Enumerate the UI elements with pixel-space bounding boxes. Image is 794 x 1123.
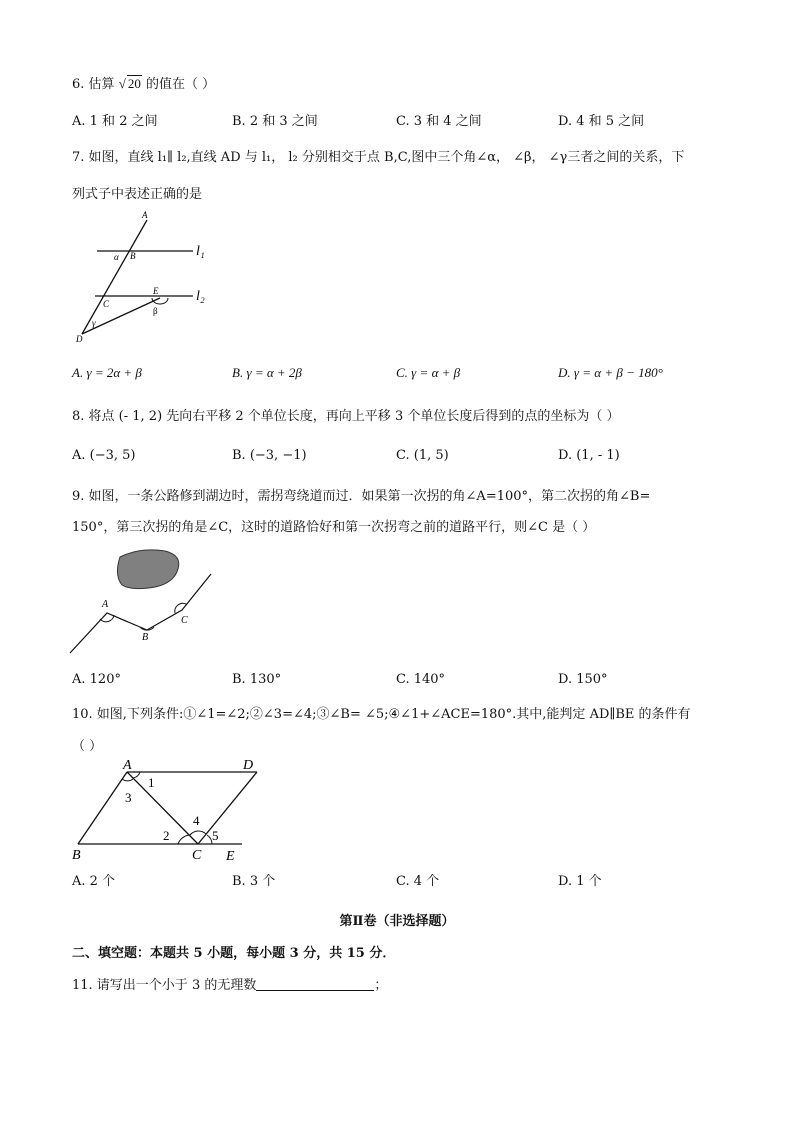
q6-option-b: B. 2 和 3 之间 xyxy=(232,114,318,129)
q10-arc-3 xyxy=(122,779,133,781)
q6-stem-prefix: 6. 估算 xyxy=(72,77,115,92)
q6-sqrt: √ 20 xyxy=(118,76,141,91)
q10-stem-line1: 10. 如图,下列条件:①∠1=∠2;②∠3=∠4;③∠B= ∠5;④∠1+∠ACE=180°.其中,能判定 AD∥BE 的条件有 xyxy=(72,707,691,722)
q7-label-gamma: γ xyxy=(92,318,96,328)
q7-label-a: A xyxy=(142,210,148,220)
q7-stem-line2: 列式子中表述正确的是 xyxy=(72,187,203,202)
section-fill-in-header: 二、填空题：本题共 5 小题，每小题 3 分，共 15 分． xyxy=(72,946,396,961)
q9-label-c: C xyxy=(181,615,188,626)
q10-option-a: A. 2 个 xyxy=(72,874,116,889)
q8-stem: 8. 将点 (- 1, 2) 先向右平移 2 个单位长度，再向上平移 3 个单位长度后得到的点的坐标为（ ） xyxy=(72,409,620,424)
q10-arc-1 xyxy=(133,772,140,778)
q7-option-a: A. γ = 2α + β xyxy=(72,365,142,380)
q10-label-c: C xyxy=(192,848,202,863)
q7-option-d: D. γ = α + β − 180° xyxy=(558,365,663,380)
q7-label-beta: β xyxy=(153,306,158,316)
q6-radicand: 20 xyxy=(127,76,141,91)
q8-option-a: A. (−3, 5) xyxy=(72,448,136,463)
q10-stem-line2: （ ） xyxy=(72,739,103,754)
q6-stem-suffix: 的值在（ ） xyxy=(145,77,216,92)
q6-option-d: D. 4 和 5 之间 xyxy=(558,114,645,129)
q10-option-b: B. 3 个 xyxy=(232,874,276,889)
q10-label-1: 1 xyxy=(148,775,155,790)
q7-label-l1: l₁ xyxy=(196,244,205,259)
q9-label-b: B xyxy=(142,632,149,643)
q7-option-b: B. γ = α + 2β xyxy=(232,365,302,380)
q8-option-b: B. (−3, −1) xyxy=(232,448,307,463)
q11-stem xyxy=(72,974,387,993)
q10-arc-2 xyxy=(178,835,189,844)
q10-label-e: E xyxy=(226,849,235,864)
q9-option-a: A. 120° xyxy=(72,672,121,687)
q7-label-b: B xyxy=(130,251,136,261)
q7-label-d: D xyxy=(76,334,83,344)
q10-arc-4 xyxy=(190,831,206,835)
q9-label-a: A xyxy=(102,599,109,610)
q10-label-4: 4 xyxy=(193,813,200,828)
q10-label-d: D xyxy=(243,758,254,773)
q9-lake xyxy=(117,550,178,589)
q11-answer-blank[interactable] xyxy=(256,978,374,991)
q10-label-5: 5 xyxy=(212,828,219,843)
q10-label-a: A xyxy=(123,758,132,773)
q7-figure xyxy=(70,208,220,348)
q9-figure xyxy=(70,545,220,655)
q10-figure xyxy=(70,755,270,865)
q6-option-c: C. 3 和 4 之间 xyxy=(396,114,482,129)
q10-line-cd xyxy=(198,772,257,844)
q8-option-c: C. (1, 5) xyxy=(396,448,449,463)
q7-label-e: E xyxy=(153,286,159,296)
q10-line-ab xyxy=(78,772,127,844)
q10-label-b: B xyxy=(72,848,81,863)
q7-line-de xyxy=(82,298,160,334)
q11-stem-suffix: ； xyxy=(374,978,388,993)
part2-title: 第Ⅱ卷（非选择题） xyxy=(339,914,455,929)
q9-stem-line1: 9. 如图，一条公路修到湖边时，需拐弯绕道而过．如果第一次拐的角∠A=100°，第二次拐的角∠B= xyxy=(72,489,651,504)
q7-stem-line1: 7. 如图，直线 l₁∥ l₂,直线 AD 与 l₁， l₂ 分别相交于点 B,C,图中三个角∠α， ∠β， ∠γ三者之间的关系，下 xyxy=(72,150,685,165)
q10-label-2: 2 xyxy=(163,828,170,843)
q7-label-l2: l₂ xyxy=(196,289,205,304)
q6-option-a: A. 1 和 2 之间 xyxy=(72,114,158,129)
q7-label-alpha: α xyxy=(114,252,119,262)
q10-option-d: D. 1 个 xyxy=(558,874,602,889)
q9-stem-line2: 150°，第三次拐的角是∠C，这时的道路恰好和第一次拐弯之前的道路平行，则∠C 是（ ） xyxy=(72,520,596,535)
q9-option-c: C. 140° xyxy=(396,672,446,687)
q7-label-c: C xyxy=(103,299,110,309)
q7-option-c: C. γ = α + β xyxy=(396,365,461,380)
q9-option-d: D. 150° xyxy=(558,672,608,687)
q6-stem xyxy=(72,73,215,92)
q9-option-b: B. 130° xyxy=(232,672,282,687)
q10-label-3: 3 xyxy=(125,790,132,805)
q10-option-c: C. 4 个 xyxy=(396,874,440,889)
q11-stem-prefix: 11. 请写出一个小于 3 的无理数 xyxy=(72,978,257,993)
q8-option-d: D. (1, - 1) xyxy=(558,448,620,463)
q7-line-ad xyxy=(82,220,147,334)
